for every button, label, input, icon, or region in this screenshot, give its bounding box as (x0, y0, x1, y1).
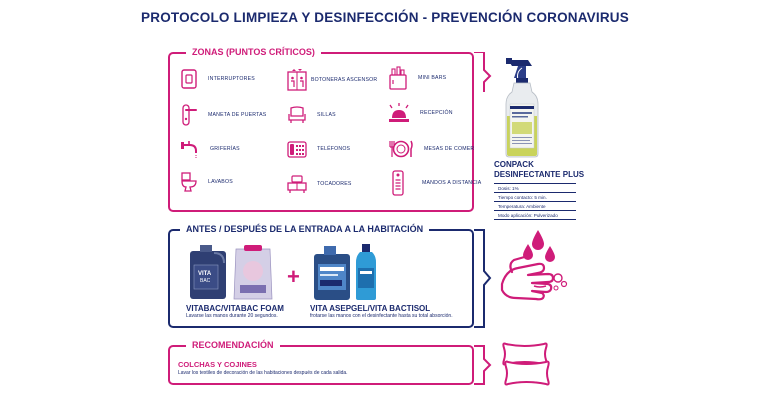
zones-heading: ZONAS (PUNTOS CRÍTICOS) (186, 45, 321, 59)
zone-label: MANDOS A DISTANCIA (422, 180, 482, 186)
zone-label: GRIFERÍAS (210, 146, 240, 152)
zone-label: SILLAS (317, 112, 336, 118)
recommendation-heading: RECOMENDACIÓN (186, 338, 280, 352)
product-desc-vitabac: Lavarse las manos durante 20 segundos. (186, 313, 278, 319)
plus-sign: + (287, 264, 300, 289)
recommendation-desc: Lavar los textiles de decoración de las habitaciones después de cada salida. (178, 370, 348, 376)
zone-sillas (287, 106, 336, 124)
zone-griferias (180, 139, 240, 159)
zone-recepcion (388, 102, 453, 124)
spec-row: Modo aplicación: Pulverizado (494, 210, 576, 220)
recommendation-connector (474, 345, 494, 385)
reception-bell-icon (388, 102, 410, 124)
spray-spec-list (494, 183, 576, 220)
asepgel-products-image (310, 240, 386, 302)
dresser-icon (287, 175, 307, 193)
chair-icon (287, 106, 307, 124)
zone-mandos (392, 170, 481, 196)
room-entry-connector (474, 229, 494, 328)
spec-row: Tiempo contacto: 5 min. (494, 192, 576, 201)
zone-label: MANETA DE PUERTAS (208, 112, 267, 118)
svg-text:VITA: VITA (198, 271, 212, 277)
page-title: PROTOCOLO LIMPIEZA Y DESINFECCIÓN - PREVENCIÓN CORONAVIRUS (141, 10, 629, 25)
pillows-icon (500, 340, 554, 390)
dining-table-icon (388, 139, 414, 159)
spray-product-name (494, 160, 584, 180)
svg-text:BAC: BAC (200, 278, 211, 284)
zone-telefonos (287, 140, 350, 158)
zone-label: TOCADORES (317, 181, 352, 187)
zone-maneta (180, 104, 266, 126)
spray-product-name-line1: CONPACK (494, 160, 534, 169)
switch-icon (180, 69, 198, 89)
telephone-icon (287, 140, 307, 158)
minibar-icon (388, 66, 408, 90)
spray-bottle-image (498, 50, 554, 158)
product-desc-asepgel: frotarse las manos con el desinfectante hasta su total absorción. (310, 313, 453, 319)
zone-label: MINI BARS (418, 75, 447, 81)
vitabac-products-image (186, 243, 276, 301)
elevator-icon (287, 69, 307, 91)
zone-mesas (388, 139, 474, 159)
toilet-icon (180, 172, 198, 192)
zone-label: LAVABOS (208, 179, 233, 185)
zone-lavabos (180, 172, 233, 192)
faucet-icon (180, 139, 200, 159)
room-entry-heading: ANTES / DESPUÉS DE LA ENTRADA A LA HABITACIÓN (180, 222, 429, 236)
zone-label: INTERRUPTORES (208, 76, 255, 82)
recommendation-title: COLCHAS Y COJINES (178, 360, 257, 369)
zone-botoneras (287, 69, 377, 91)
door-handle-icon (180, 104, 198, 126)
product-title-vitabac: VITABAC/VITABAC FOAM (186, 304, 284, 313)
zone-minibars (388, 66, 446, 90)
remote-control-icon (392, 170, 404, 196)
product-title-asepgel: VITA ASEPGEL/VITA BACTISOL (310, 304, 431, 313)
spec-row: Temperatura: Ambiente (494, 201, 576, 210)
zone-label: RECEPCIÓN (420, 110, 453, 116)
zone-label: BOTONERAS ASCENSOR (311, 77, 378, 83)
spray-product-name-line2: DESINFECTANTE PLUS (494, 170, 585, 179)
zone-label: TELÉFONOS (317, 146, 351, 152)
zone-tocadores (287, 175, 352, 193)
hand-washing-icon (498, 228, 570, 306)
zone-interruptores (180, 69, 255, 89)
zone-label: MESAS DE COMER (424, 146, 475, 152)
spec-row: Dosis: 1% (494, 183, 576, 192)
